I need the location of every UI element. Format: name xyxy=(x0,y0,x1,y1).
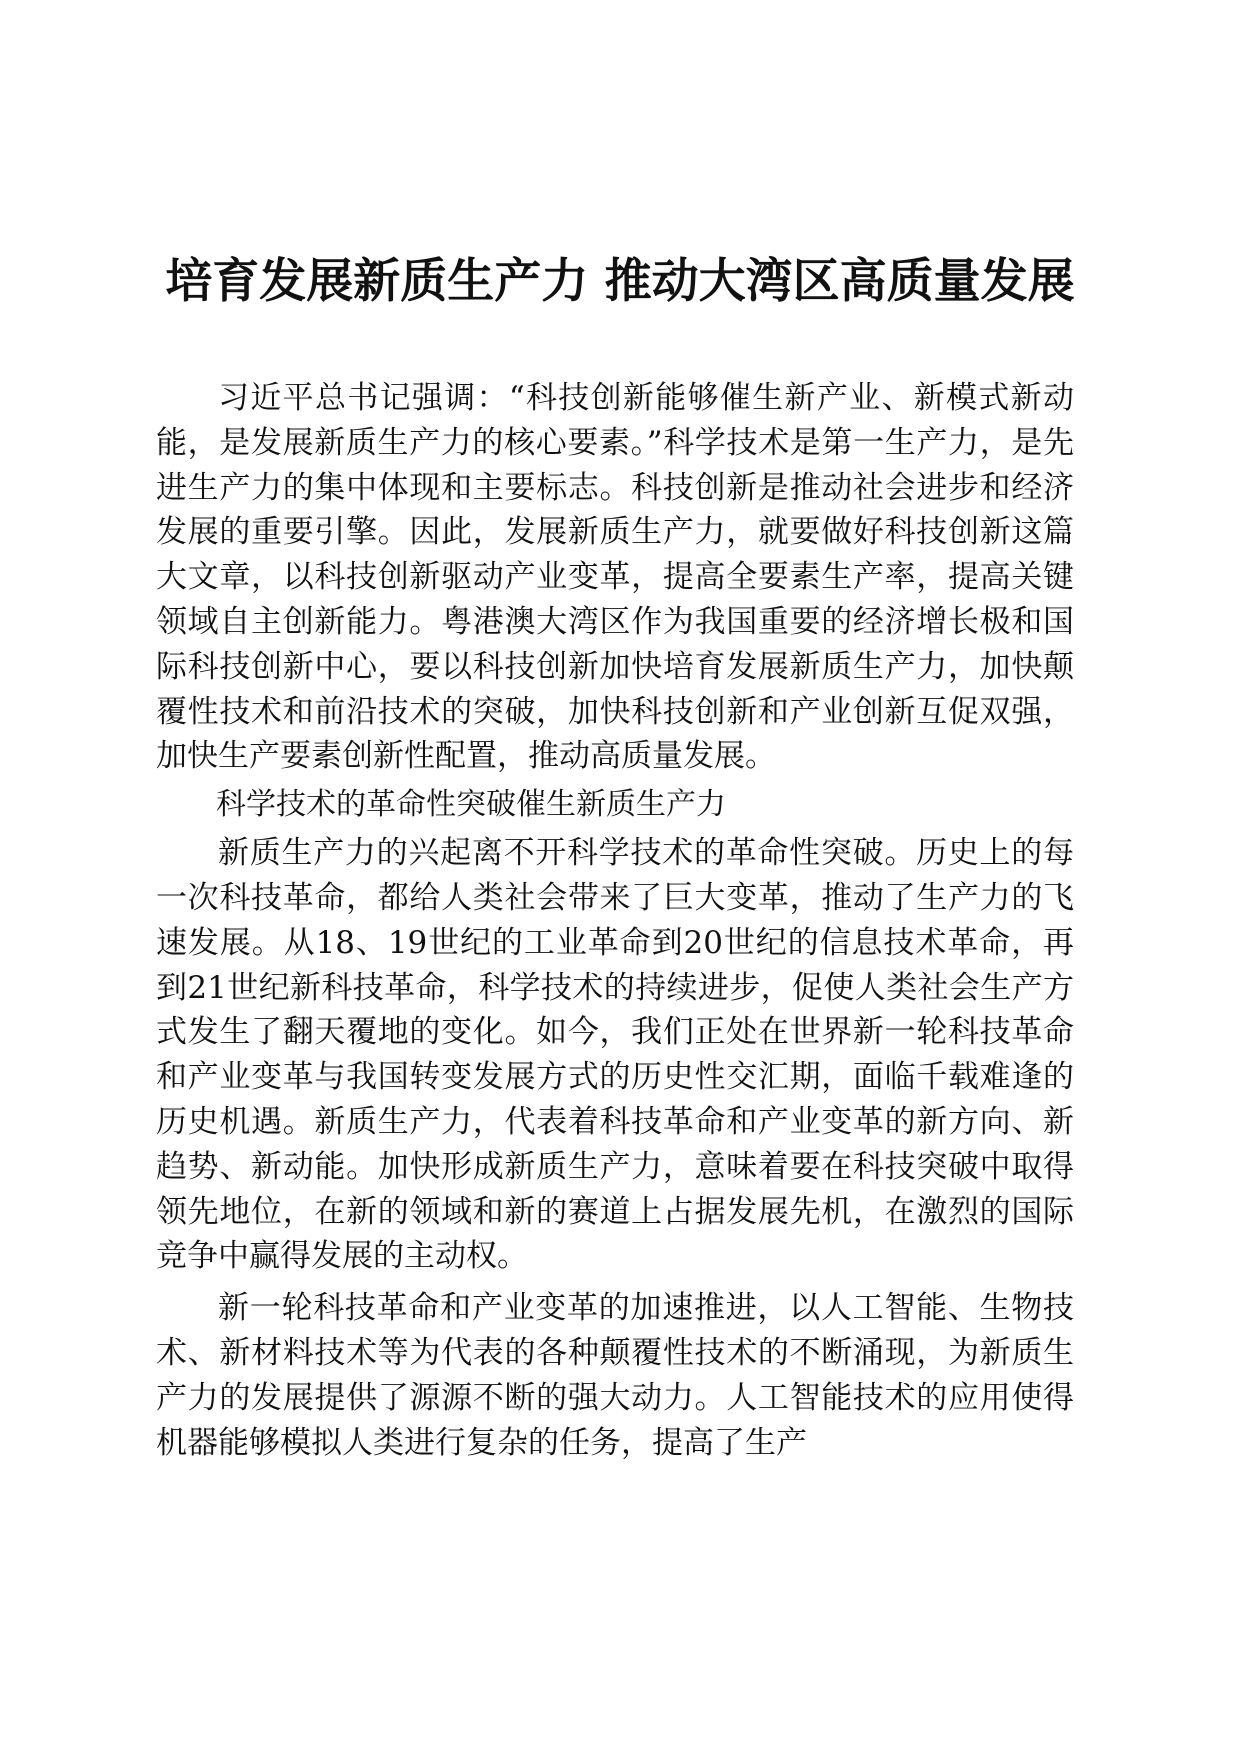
document-title: 培育发展新质生产力 推动大湾区高质量发展 xyxy=(165,254,1075,309)
intro-paragraph: 习近平总书记强调：“科技创新能够催生新产业、新模式新动能，是发展新质生产力的核心要素。”科学技术是第一生产力，是先进生产力的集中体现和主要标志。科技创新是推动社会进步和经济发展的重要引擎。因此，发展新质生产力，就要做好科技创新这篇大文章，以科技创新驱动产业变革，提高全要素生产率，提高关键领域自主创新能力。粤港澳大湾区作为我国重要的经济增长极和国际科技创新中心，要以科技创新加快培育发展新质生产力，加快颠覆性技术和前沿技术的突破，加快科技创新和产业创新互促双强，加快生产要素创新性配置，推动高质量发展。 xyxy=(156,380,1074,775)
section-heading: 科学技术的革命性突破催生新质生产力 xyxy=(216,787,726,823)
body-paragraph: 新一轮科技革命和产业变革的加速推进，以人工智能、生物技术、新材料技术等为代表的各种颠覆性技术的不断涌现，为新质生产力的发展提供了源源不断的强大动力。人工智能技术的应用使得机器能够模拟人类进行复杂的任务，提高了生产 xyxy=(156,1290,1074,1461)
body-paragraph: 新质生产力的兴起离不开科学技术的革命性突破。历史上的每一次科技革命，都给人类社会带来了巨大变革，推动了生产力的飞速发展。从18、19世纪的工业革命到20世纪的信息技术革命，再到21世纪新科技革命，科学技术的持续进步，促使人类社会生产方式发生了翻天覆地的变化。如今，我们正处在世界新一轮科技革命和产业变革与我国转变发展方式的历史性交汇期，面临千载难逢的历史机遇。新质生产力，代表着科技革命和产业变革的新方向、新趋势、新动能。加快形成新质生产力，意味着要在科技突破中取得领先地位，在新的领域和新的赛道上占据发展先机，在激烈的国际竞争中赢得发展的主动权。 xyxy=(156,835,1074,1275)
document-body xyxy=(156,376,1074,1465)
